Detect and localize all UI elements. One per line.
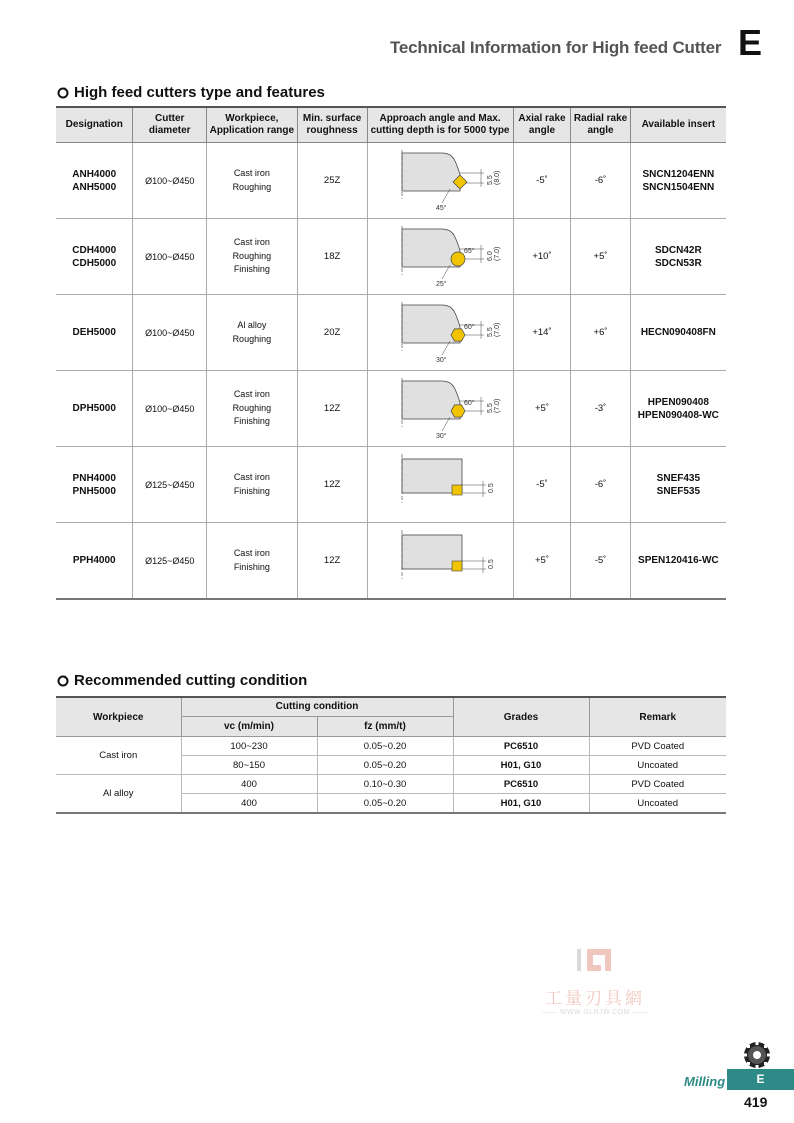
cutting-condition-table — [56, 696, 726, 814]
cell-line: HECN090408FN — [640, 327, 716, 338]
section-title-cutting — [57, 672, 307, 689]
remark-cell: PVD Coated — [589, 775, 726, 794]
section-title-text: Recommended cutting condition — [74, 672, 308, 689]
diameter-cell: Ø100~Ø450 — [133, 295, 207, 371]
page-number: 419 — [744, 1094, 768, 1110]
cell-line: CDH5000 — [72, 257, 117, 269]
cell-line: SNCN1504ENN — [642, 181, 715, 193]
table-row — [56, 775, 726, 794]
diagram-label: 6.0 — [487, 250, 495, 261]
table-row — [56, 371, 726, 447]
vc-cell: 400 — [181, 794, 317, 814]
vc-cell: 100~230 — [181, 737, 317, 756]
column-header: Radial rake angle — [571, 107, 630, 143]
diagram-label: 45° — [436, 204, 447, 212]
diameter-cell: Ø100~Ø450 — [133, 143, 207, 219]
diagram-label: 60° — [464, 323, 475, 331]
diagram-label: 30° — [436, 432, 447, 440]
axial-rake-cell: +10˚ — [513, 219, 571, 295]
header-grades: Grades — [453, 697, 589, 737]
grade-cell: H01, G10 — [453, 794, 589, 814]
cell-line: PNH4000 — [72, 472, 116, 484]
header-remark: Remark — [589, 697, 726, 737]
designation-cell — [56, 371, 133, 447]
chapter-letter: E — [738, 22, 763, 63]
cell-line: Cast iron — [233, 472, 270, 482]
radial-rake-cell: -5˚ — [571, 523, 630, 600]
radial-rake-cell: +5˚ — [571, 219, 630, 295]
diagram-cell — [367, 447, 513, 523]
table-row — [56, 523, 726, 600]
cutter-features-table — [56, 106, 726, 600]
cell-line: Roughing — [232, 402, 272, 413]
cell-line: SDCN42R — [655, 244, 702, 256]
radial-rake-cell: -3˚ — [571, 371, 630, 447]
column-header: Min. surface roughness — [297, 107, 367, 143]
radial-rake-cell: -6˚ — [571, 447, 630, 523]
diagram-label: 30° — [436, 356, 447, 364]
remark-cell: PVD Coated — [589, 737, 726, 756]
diagram-label: (7.0) — [494, 398, 502, 413]
cell-line: Cast iron — [233, 389, 270, 400]
cell-line: ANH4000 — [72, 168, 117, 180]
bullet-arrow-icon — [57, 87, 69, 99]
cell-line: HPEN090408 — [647, 396, 709, 408]
vc-cell: 80~150 — [181, 756, 317, 775]
column-header: Cutter diameter — [133, 107, 207, 143]
page-header-title: Technical Information for High feed Cutter — [390, 38, 722, 57]
column-header: Workpiece, Application range — [206, 107, 297, 143]
approach-angle-diagram — [380, 223, 500, 291]
workpiece-cell — [206, 219, 297, 295]
table-row — [56, 143, 726, 219]
table-row — [56, 737, 726, 756]
column-header: Designation — [56, 107, 133, 143]
insert-cell — [630, 371, 726, 447]
roughness-cell: 20Z — [297, 295, 367, 371]
insert-cell — [630, 295, 726, 371]
axial-rake-cell: +14˚ — [513, 295, 571, 371]
diagram-cell — [367, 295, 513, 371]
bullet-arrow-icon — [57, 675, 69, 687]
diagram-cell — [367, 219, 513, 295]
cell-line: Roughing — [232, 181, 272, 192]
axial-rake-cell: -5˚ — [513, 447, 571, 523]
section-title-text: High feed cutters type and features — [74, 84, 325, 101]
table-row — [56, 219, 726, 295]
cell-line: DPH5000 — [72, 403, 116, 414]
axial-rake-cell: +5˚ — [513, 523, 571, 600]
watermark — [525, 945, 665, 1016]
header-workpiece: Workpiece — [56, 697, 181, 737]
cell-line: Roughing — [232, 250, 272, 261]
cell-line: SDCN53R — [655, 257, 702, 269]
diagram-label: (7.0) — [494, 246, 502, 261]
diagram-label: (7.0) — [494, 322, 502, 337]
approach-angle-diagram — [380, 527, 500, 595]
fz-cell: 0.05~0.20 — [317, 756, 453, 775]
designation-cell — [56, 219, 133, 295]
fz-cell: 0.10~0.30 — [317, 775, 453, 794]
insert-cell — [630, 143, 726, 219]
section-title-features — [57, 84, 325, 101]
radial-rake-cell: -6˚ — [571, 143, 630, 219]
workpiece-cell: Al alloy — [56, 775, 181, 814]
insert-cell — [630, 219, 726, 295]
workpiece-cell — [206, 143, 297, 219]
diagram-label: 25° — [436, 280, 447, 288]
cell-line: DEH5000 — [72, 327, 116, 338]
cell-line: SNEF535 — [656, 485, 701, 497]
cell-line: Roughing — [232, 333, 272, 344]
designation-cell — [56, 447, 133, 523]
remark-cell: Uncoated — [589, 794, 726, 814]
approach-angle-diagram — [380, 299, 500, 367]
cell-line: PPH4000 — [72, 555, 116, 566]
table-row — [56, 447, 726, 523]
cell-line: ANH5000 — [72, 181, 117, 193]
remark-cell: Uncoated — [589, 756, 726, 775]
roughness-cell: 25Z — [297, 143, 367, 219]
roughness-cell: 18Z — [297, 219, 367, 295]
diameter-cell: Ø125~Ø450 — [133, 447, 207, 523]
designation-cell — [56, 523, 133, 600]
cell-line: SPEN120416-WC — [638, 555, 719, 566]
workpiece-cell — [206, 295, 297, 371]
cell-line: HPEN090408-WC — [637, 409, 719, 421]
axial-rake-cell: -5˚ — [513, 143, 571, 219]
designation-cell — [56, 295, 133, 371]
diagram-label: 5.5 — [487, 174, 495, 185]
cell-line: Cast iron — [233, 548, 270, 558]
cell-line: Al alloy — [237, 320, 267, 330]
approach-angle-diagram — [380, 451, 500, 519]
workpiece-cell — [206, 447, 297, 523]
cell-line: Finishing — [233, 264, 270, 275]
diagram-label: (8.0) — [494, 170, 502, 185]
approach-angle-diagram — [380, 375, 500, 443]
roughness-cell: 12Z — [297, 371, 367, 447]
grade-cell: PC6510 — [453, 737, 589, 756]
diagram-label: 5.5 — [487, 326, 495, 337]
header-fz: fz (mm/t) — [317, 716, 453, 736]
axial-rake-cell: +5˚ — [513, 371, 571, 447]
watermark-url: —— WWW.GLRJW.COM —— — [542, 1009, 648, 1016]
diameter-cell: Ø125~Ø450 — [133, 523, 207, 600]
diagram-cell — [367, 143, 513, 219]
watermark-chinese: 工量刃具網 — [545, 989, 645, 1009]
cell-line: SNEF435 — [656, 472, 701, 484]
footer-chapter-tab: E — [727, 1069, 794, 1090]
diagram-label: 65° — [464, 247, 475, 255]
cell-line: Cast iron — [233, 237, 270, 248]
cell-line: Cast iron — [233, 168, 270, 178]
cell-line: SNCN1204ENN — [642, 168, 715, 180]
header-cutting-condition: Cutting condition — [181, 697, 453, 716]
radial-rake-cell: +6˚ — [571, 295, 630, 371]
fz-cell: 0.05~0.20 — [317, 794, 453, 814]
diameter-cell: Ø100~Ø450 — [133, 219, 207, 295]
table-row — [56, 295, 726, 371]
cell-line: Finishing — [233, 416, 270, 427]
insert-cell — [630, 523, 726, 600]
diagram-label: 0.5 — [488, 482, 496, 493]
diameter-cell: Ø100~Ø450 — [133, 371, 207, 447]
milling-cutter-icon — [742, 1040, 772, 1070]
diagram-label: 60° — [464, 399, 475, 407]
column-header: Available insert — [630, 107, 726, 143]
diagram-cell — [367, 371, 513, 447]
roughness-cell: 12Z — [297, 523, 367, 600]
designation-cell — [56, 143, 133, 219]
header-vc: vc (m/min) — [181, 716, 317, 736]
vc-cell: 400 — [181, 775, 317, 794]
insert-cell — [630, 447, 726, 523]
workpiece-cell — [206, 523, 297, 600]
diagram-label: 5.5 — [487, 402, 495, 413]
roughness-cell: 12Z — [297, 447, 367, 523]
cell-line: Finishing — [233, 561, 270, 572]
footer-section-label: Milling — [684, 1074, 726, 1089]
column-header: Axial rake angle — [513, 107, 571, 143]
workpiece-cell: Cast iron — [56, 737, 181, 775]
diagram-cell — [367, 523, 513, 600]
fz-cell: 0.05~0.20 — [317, 737, 453, 756]
watermark-logo-icon — [575, 945, 615, 977]
cell-line: Finishing — [233, 485, 270, 496]
cell-line: PNH5000 — [72, 485, 116, 497]
cell-line: CDH4000 — [72, 244, 117, 256]
column-header: Approach angle and Max. cutting depth is for 5000 type — [367, 107, 513, 143]
workpiece-cell — [206, 371, 297, 447]
approach-angle-diagram — [380, 147, 500, 215]
grade-cell: H01, G10 — [453, 756, 589, 775]
grade-cell: PC6510 — [453, 775, 589, 794]
diagram-label: 0.5 — [488, 558, 496, 569]
